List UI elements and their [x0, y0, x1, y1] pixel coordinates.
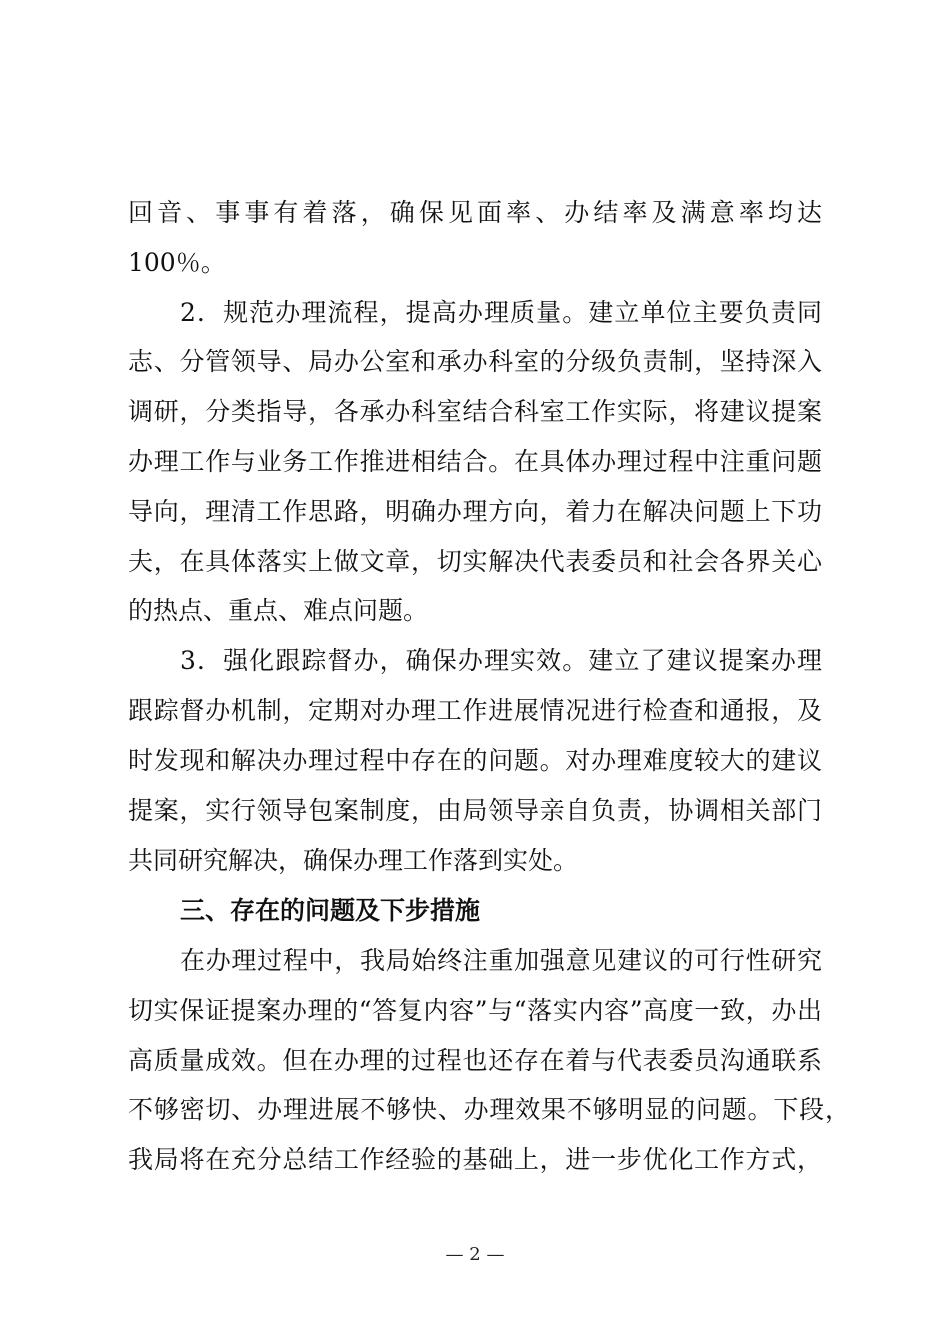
body-text-line: 不够密切、办理进展不够快、办理效果不够明显的问题。下段，	[128, 1095, 850, 1124]
page-number: — 2 —	[445, 1244, 505, 1265]
body-text-line: 提案，实行领导包案制度，由局领导亲自负责，协调相关部门	[128, 796, 822, 825]
body-text-line: 共同研究解决，确保办理工作落到实处。	[128, 846, 579, 875]
body-text-line: 的热点、重点、难点问题。	[128, 596, 429, 625]
body-text-line: 志、分管领导、局办公室和承办科室的分级负责制，坚持深入	[128, 347, 822, 376]
paragraph-item-3: 3．强化跟踪督办，确保办理实效。建立了建议提案办理	[180, 646, 822, 675]
body-text-line: 100％。	[128, 248, 226, 277]
body-text-line: 导向，理清工作思路，明确办理方向，着力在解决问题上下功	[128, 497, 822, 526]
section-heading: 三、存在的问题及下步措施	[180, 896, 481, 925]
body-text-line: 回音、事事有着落，确保见面率、办结率及满意率均达	[128, 198, 822, 227]
body-text-line: 我局将在充分总结工作经验的基础上，进一步优化工作方式，	[128, 1145, 822, 1174]
body-text-line: 办理工作与业务工作推进相结合。在具体办理过程中注重问题	[128, 447, 822, 476]
body-text-line: 时发现和解决办理过程中存在的问题。对办理难度较大的建议	[128, 746, 822, 775]
body-text-line: 切实保证提案办理的“答复内容”与“落实内容”高度一致，办出	[128, 996, 822, 1025]
body-text-line: 在办理过程中，我局始终注重加强意见建议的可行性研究	[180, 946, 822, 975]
body-text-line: 跟踪督办机制，定期对办理工作进展情况进行检查和通报，及	[128, 696, 822, 725]
body-text-line: 夫，在具体落实上做文章，切实解决代表委员和社会各界关心	[128, 547, 822, 576]
body-text-line: 高质量成效。但在办理的过程也还存在着与代表委员沟通联系	[128, 1046, 822, 1075]
paragraph-item-2: 2．规范办理流程，提高办理质量。建立单位主要负责同	[180, 298, 822, 327]
body-text-line: 调研，分类指导，各承办科室结合科室工作实际，将建议提案	[128, 397, 822, 426]
